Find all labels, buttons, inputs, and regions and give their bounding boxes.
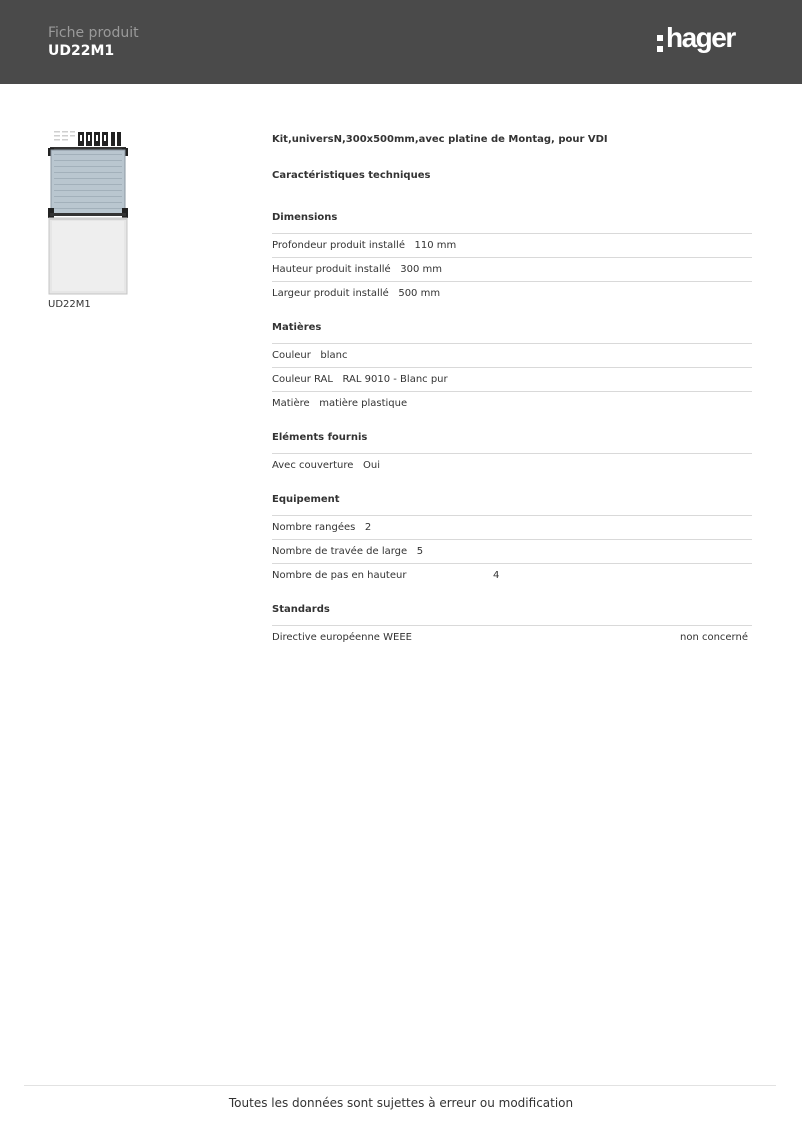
spec-row	[272, 626, 752, 649]
header-subtitle: Fiche produit	[48, 25, 139, 41]
hager-logo	[655, 24, 755, 60]
spec-row	[272, 564, 752, 587]
section-standards	[272, 603, 752, 649]
spec-value: blanc	[320, 350, 348, 361]
spec-row	[272, 368, 752, 392]
page-header	[0, 0, 802, 84]
product-name: Kit,universN,300x500mm,avec platine de Montag, pour VDI	[272, 134, 608, 145]
spec-label: Avec couverture	[272, 460, 354, 471]
tech-specs-title: Caractéristiques techniques	[272, 170, 431, 181]
spec-value: 500 mm	[398, 288, 441, 299]
footer-divider	[24, 1085, 776, 1086]
spec-row	[272, 392, 752, 415]
spec-row	[272, 234, 752, 258]
spec-label: Nombre de travée de large	[272, 546, 408, 557]
spec-value: 5	[416, 546, 424, 557]
product-image	[48, 130, 128, 295]
section-title: Dimensions	[272, 211, 752, 234]
spec-row	[272, 344, 752, 368]
spec-label: Largeur produit installé	[272, 288, 389, 299]
section-title: Equipement	[272, 493, 752, 516]
spec-row	[272, 516, 752, 540]
spec-value: matière plastique	[319, 398, 408, 409]
spec-label: Nombre rangées	[272, 522, 356, 533]
section-title: Standards	[272, 603, 752, 626]
logo-dots-icon	[657, 33, 663, 53]
spec-value: 2	[364, 522, 372, 533]
spec-row	[272, 454, 752, 477]
spec-value: 300 mm	[400, 264, 442, 275]
spec-label: Matière	[272, 398, 310, 409]
spec-label: Hauteur produit installé	[272, 264, 391, 275]
spec-value: 110 mm	[414, 240, 457, 251]
header-title: UD22M1	[48, 43, 115, 59]
spec-value: RAL 9010 - Blanc pur	[342, 374, 448, 385]
section-supplied-elements	[272, 431, 752, 477]
image-caption: UD22M1	[48, 299, 91, 310]
spec-label: Couleur RAL	[272, 374, 333, 385]
spec-row	[272, 540, 752, 564]
footer-disclaimer: Toutes les données sont sujettes à erreur ou modification	[228, 1096, 574, 1110]
section-title: Matières	[272, 321, 752, 344]
section-dimensions	[272, 211, 752, 305]
section-title: Eléments fournis	[272, 431, 752, 454]
spec-label: Directive européenne WEEE	[272, 632, 412, 643]
spec-value: 4	[493, 570, 500, 581]
spec-value: Oui	[363, 460, 380, 471]
spec-row	[272, 282, 752, 305]
spec-label: Nombre de pas en hauteur	[272, 570, 407, 581]
spec-content	[272, 133, 752, 649]
logo-wordmark: hager	[666, 22, 735, 53]
section-equipment	[272, 493, 752, 587]
spec-label: Couleur	[272, 350, 311, 361]
spec-row	[272, 258, 752, 282]
spec-label: Profondeur produit installé	[272, 240, 405, 251]
spec-value: non concerné	[679, 632, 748, 643]
section-materials	[272, 321, 752, 415]
